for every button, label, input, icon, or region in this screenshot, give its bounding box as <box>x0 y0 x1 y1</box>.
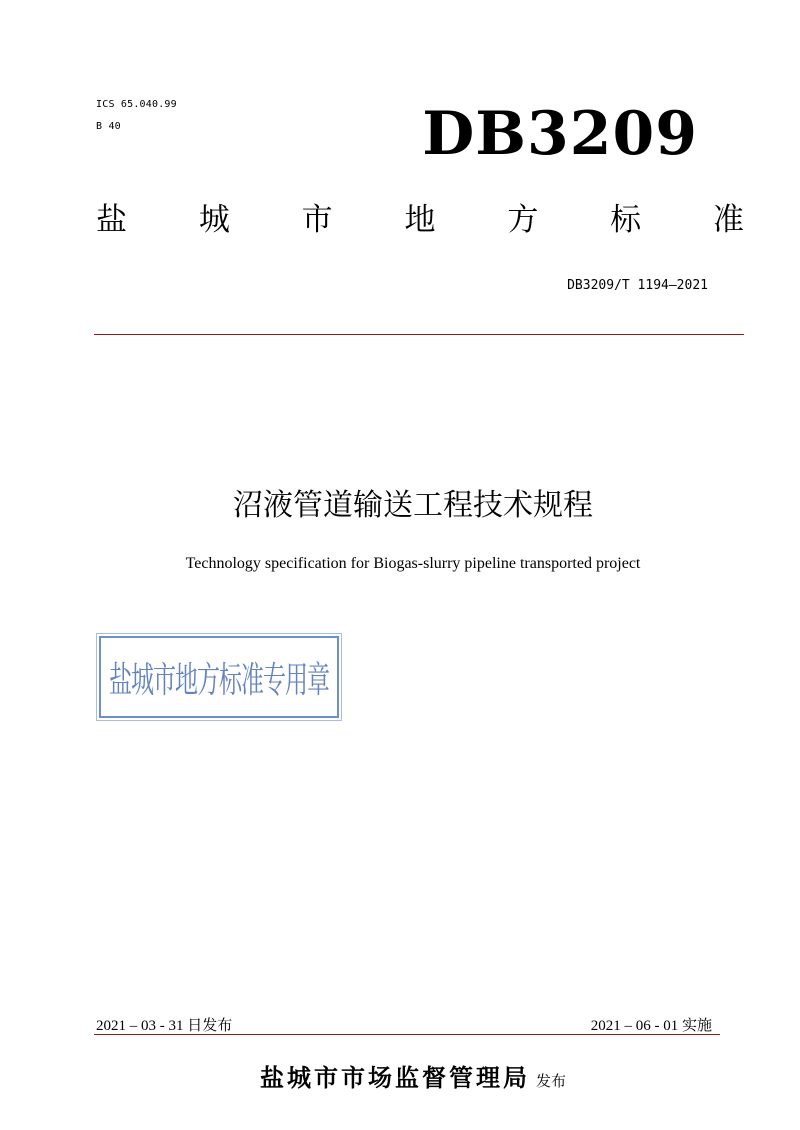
standard-type-char: 地 <box>404 202 436 238</box>
standard-type-char: 方 <box>507 202 539 238</box>
publish-suffix: 发布 <box>535 1072 566 1090</box>
publisher-line <box>0 1058 800 1093</box>
standard-type-char: 标 <box>610 202 642 238</box>
official-stamp <box>99 636 339 718</box>
stamp-text: 盐城市地方标准专用章 <box>109 660 329 702</box>
publisher-name: 盐城市市场监督管理局 <box>259 1064 530 1092</box>
standard-type-char: 盐 <box>96 202 127 238</box>
standard-type-char: 城 <box>198 202 230 238</box>
document-title-chinese: 沼液管道输送工程技术规程 <box>233 488 593 523</box>
document-title-english: Technology specification for Biogas-slurry pipeline transported project <box>185 555 641 572</box>
classification-code: B 40 <box>96 121 121 132</box>
footer-divider <box>94 1034 720 1035</box>
standard-number: DB3209/T 1194—2021 <box>567 278 708 293</box>
standard-type-char: 准 <box>712 202 744 238</box>
standard-type-char: 市 <box>301 202 333 238</box>
standard-type-title <box>96 202 744 238</box>
implementation-date: 2021 – 06 - 01 实施 <box>590 1018 712 1034</box>
standard-code-logo: DB3209 <box>422 99 698 169</box>
header-divider <box>94 334 744 335</box>
ics-code: ICS 65.040.99 <box>96 99 177 110</box>
issue-date: 2021 – 03 - 31 日发布 <box>96 1018 233 1034</box>
